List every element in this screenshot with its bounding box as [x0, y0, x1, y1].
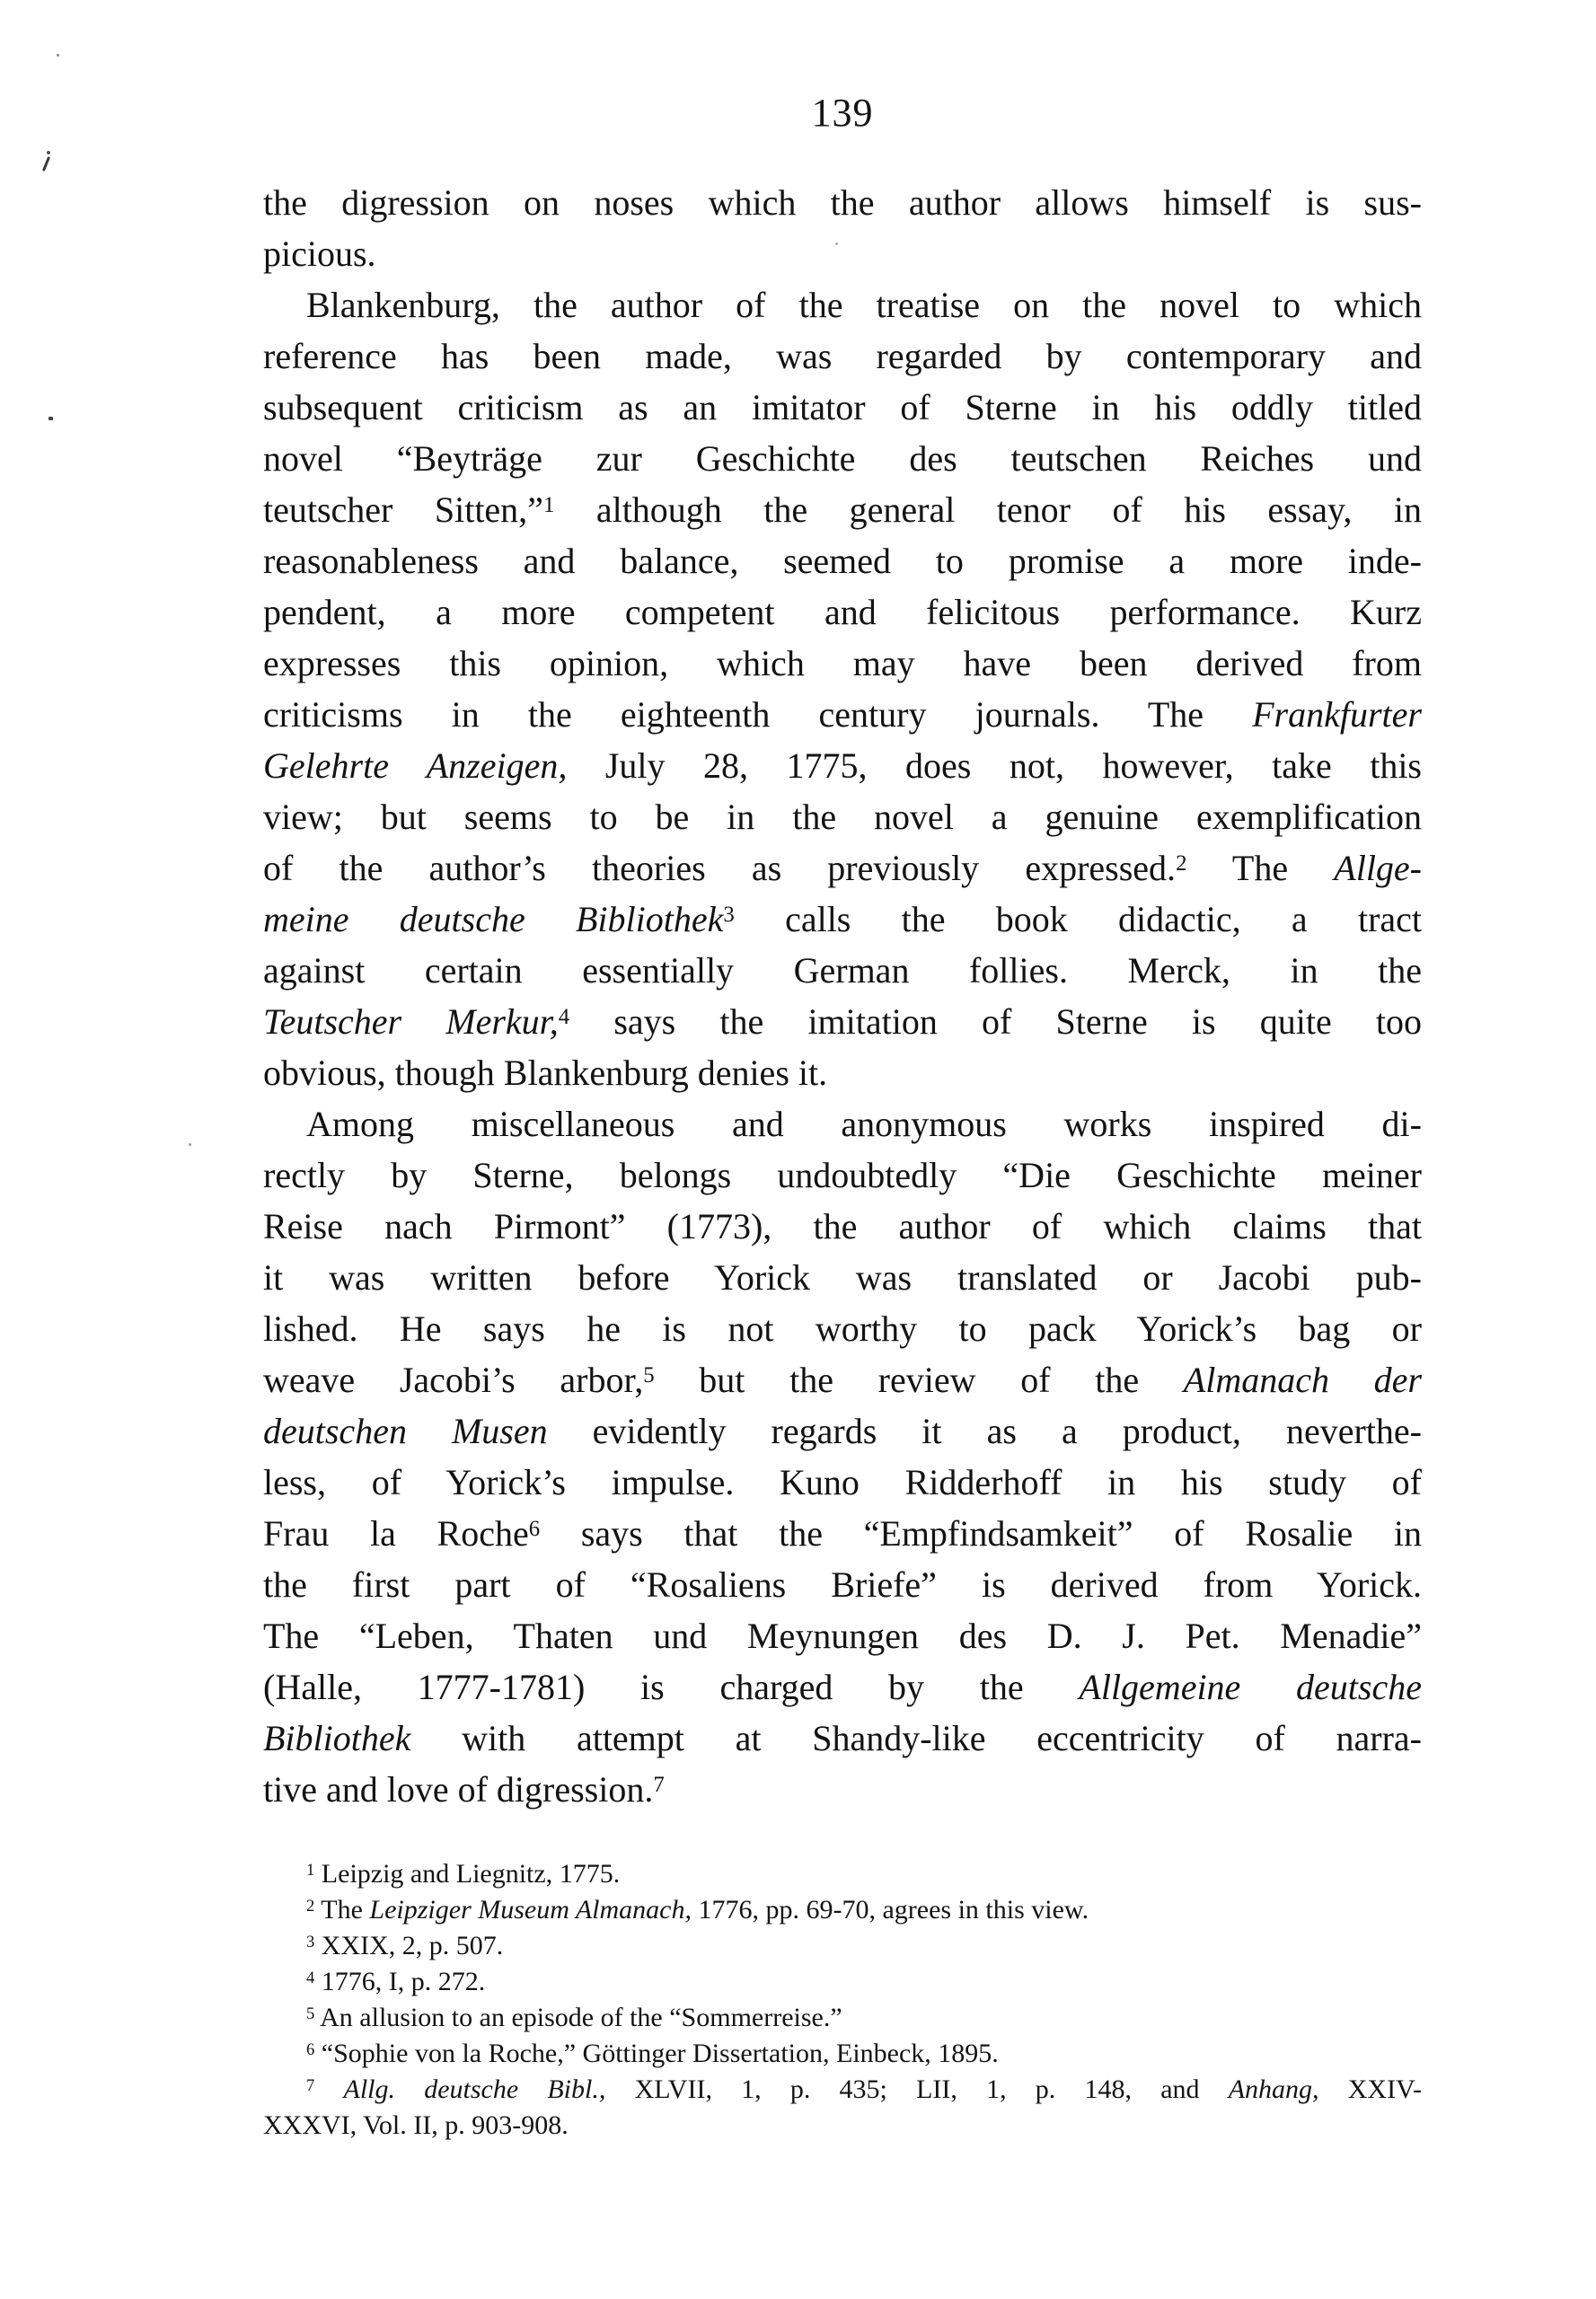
- italic-text-run: Allg. deutsche Bibl.,: [343, 2074, 606, 2104]
- text-line: [263, 586, 1422, 638]
- text-line: [263, 2000, 1422, 2036]
- text-line: [263, 1713, 1422, 1764]
- text-run: with attempt at Shandy-like eccentricity of narra-: [410, 1718, 1422, 1758]
- italic-text-run: meine deutsche Bibliothek: [263, 899, 724, 939]
- italic-text-run: Bibliothek: [263, 1718, 411, 1758]
- text-line: [263, 1303, 1422, 1354]
- text-run: of the author’s theories as previously expressed.: [263, 848, 1177, 888]
- text-line: [263, 1928, 1422, 1964]
- footnotes: [263, 1856, 1422, 2144]
- text-run: “Sophie von la Roche,” Göttinger Dissertation, Einbeck, 1895.: [314, 2039, 999, 2068]
- text-line: [263, 2072, 1422, 2108]
- text-run: Blankenburg, the author of the treatise on the novel to which: [306, 285, 1422, 325]
- footnote-marker: 1: [306, 1860, 315, 1880]
- text-line: [263, 279, 1422, 330]
- text-run: says that the “Empfindsamkeit” of Rosalie in: [540, 1513, 1422, 1554]
- text-run: tive and love of digression.: [263, 1769, 654, 1810]
- text-line: [263, 535, 1422, 586]
- text-run: Among miscellaneous and anonymous works inspired di-: [306, 1104, 1422, 1144]
- text-run: view; but seems to be in the novel a genuine exemplification: [263, 797, 1422, 837]
- text-line: [263, 1201, 1422, 1252]
- text-line: [263, 1457, 1422, 1508]
- text-run: The: [1186, 848, 1335, 888]
- scan-speck: [189, 1143, 191, 1146]
- footnote-marker: 6: [528, 1516, 541, 1541]
- text-line: [263, 1964, 1422, 2000]
- text-line: [263, 945, 1422, 996]
- italic-text-run: Teutscher Merkur,: [263, 1001, 559, 1042]
- text-line: [263, 433, 1422, 484]
- text-line: [263, 2108, 1422, 2144]
- text-run: obvious, though Blankenburg denies it.: [263, 1053, 828, 1093]
- text-line: [263, 1405, 1422, 1457]
- footnote-marker: 2: [1176, 850, 1187, 876]
- text-run: reference has been made, was regarded by contemporary and: [263, 336, 1422, 376]
- text-run: XXIX, 2, p. 507.: [314, 1931, 504, 1960]
- footnote-marker: 7: [306, 2075, 315, 2095]
- text-line: [263, 996, 1422, 1047]
- text-line: [263, 638, 1422, 689]
- text-run: evidently regards it as a product, neverthe-: [547, 1411, 1422, 1451]
- text-run: XXIV-: [1318, 2074, 1422, 2104]
- text-run: although the general tenor of his essay, in: [554, 489, 1423, 530]
- text-run: the digression on noses which the author allows himself is sus-: [263, 182, 1422, 223]
- scan-speck: [835, 242, 838, 245]
- text-run: July 28, 1775, does not, however, take this: [567, 745, 1422, 786]
- text-run: [314, 2074, 343, 2104]
- text-line: [263, 1892, 1422, 1928]
- text-run: (Halle, 1777-1781) is charged by the: [263, 1667, 1080, 1707]
- text-line: [263, 177, 1422, 228]
- text-line: [263, 1559, 1422, 1610]
- text-run: lished. He says he is not worthy to pack Yorick’s bag or: [263, 1308, 1422, 1349]
- footnote-marker: 3: [306, 1932, 315, 1951]
- text-line: [263, 791, 1422, 842]
- text-run: the first part of “Rosaliens Briefe” is derived from Yorick.: [263, 1564, 1422, 1605]
- italic-text-run: deutschen Musen: [263, 1411, 548, 1451]
- page-number: 139: [811, 91, 874, 135]
- text-line: [263, 228, 1422, 279]
- text-run: pendent, a more competent and felicitous performance. Kurz: [263, 592, 1422, 632]
- scan-speck: [48, 417, 53, 420]
- text-run: XXXVI, Vol. II, p. 903-908.: [263, 2110, 569, 2140]
- text-line: [263, 1610, 1422, 1661]
- text-line: [263, 1047, 1422, 1098]
- text-run: criticisms in the eighteenth century journals. The: [263, 694, 1253, 735]
- text-line: [263, 382, 1422, 433]
- text-line: [263, 689, 1422, 740]
- scan-speck: [42, 156, 50, 172]
- text-run: it was written before Yorick was translated or Jacobi pub-: [263, 1257, 1422, 1298]
- scan-speck: [47, 151, 50, 154]
- footnote-marker: 4: [558, 1004, 570, 1029]
- text-line: [263, 894, 1422, 945]
- scan-speck: [57, 54, 59, 57]
- text-line: [263, 1508, 1422, 1559]
- footnote-marker: 6: [306, 2039, 315, 2059]
- text-line: [263, 484, 1422, 535]
- text-run: Frau la Roche: [263, 1513, 529, 1554]
- footnote-marker: 7: [653, 1772, 665, 1797]
- footnote-marker: 2: [306, 1896, 315, 1916]
- italic-text-run: Frankfurter: [1252, 694, 1422, 735]
- text-run: picious.: [263, 233, 376, 274]
- text-line: [263, 330, 1422, 382]
- text-line: [263, 1252, 1422, 1303]
- text-run: calls the book didactic, a tract: [734, 899, 1423, 939]
- italic-text-run: Gelehrte Anzeigen,: [263, 745, 568, 786]
- text-run: 1776, I, p. 272.: [314, 1967, 486, 1996]
- text-run: novel “Beyträge zur Geschichte des teutschen Reiches und: [263, 438, 1422, 479]
- text-run: An allusion to an episode of the “Sommerreise.”: [314, 2003, 842, 2032]
- italic-text-run: Allge-: [1334, 848, 1422, 888]
- text-line: [263, 1150, 1422, 1201]
- text-run: 1776, pp. 69-70, agrees in this view.: [692, 1895, 1089, 1925]
- text-line: [263, 842, 1422, 894]
- text-run: but the review of the: [654, 1360, 1184, 1400]
- footnote-marker: 1: [542, 492, 555, 517]
- text-run: The “Leben, Thaten und Meynungen des D. J. Pet. Menadie”: [263, 1616, 1422, 1656]
- body-text: [263, 177, 1422, 1815]
- text-run: subsequent criticism as an imitator of Sterne in his oddly titled: [263, 387, 1422, 427]
- text-run: Reise nach Pirmont” (1773), the author of which claims that: [263, 1206, 1422, 1246]
- text-line: [263, 1856, 1422, 1892]
- text-line: [263, 2036, 1422, 2072]
- text-run: reasonableness and balance, seemed to promise a more inde-: [263, 541, 1422, 581]
- text-run: Leipzig and Liegnitz, 1775.: [314, 1859, 621, 1889]
- italic-text-run: Almanach der: [1183, 1360, 1423, 1400]
- text-run: weave Jacobi’s arbor,: [263, 1360, 644, 1400]
- text-run: The: [314, 1895, 370, 1925]
- footnote-marker: 5: [306, 2004, 315, 2023]
- text-run: says the imitation of Sterne is quite too: [569, 1001, 1423, 1042]
- italic-text-run: Allgemeine deutsche: [1079, 1667, 1422, 1707]
- footnote-marker: 4: [306, 1968, 315, 1987]
- italic-text-run: Anhang,: [1228, 2074, 1319, 2104]
- footnote-marker: 5: [643, 1362, 655, 1387]
- text-run: rectly by Sterne, belongs undoubtedly “Die Geschichte meiner: [263, 1155, 1422, 1195]
- text-run: teutscher Sitten,”: [263, 489, 543, 530]
- text-run: XLVII, 1, p. 435; LII, 1, p. 148, and: [605, 2074, 1229, 2104]
- text-run: expresses this opinion, which may have been derived from: [263, 643, 1422, 683]
- text-line: [263, 1764, 1422, 1815]
- text-line: [263, 1354, 1422, 1405]
- text-line: [263, 740, 1422, 791]
- footnote-marker: 3: [723, 902, 735, 927]
- italic-text-run: Leipziger Museum Almanach,: [369, 1895, 692, 1925]
- text-line: [263, 1098, 1422, 1150]
- text-run: less, of Yorick’s impulse. Kuno Ridderhoff in his study of: [263, 1462, 1422, 1502]
- text-line: [263, 1661, 1422, 1713]
- text-run: against certain essentially German follies. Merck, in the: [263, 950, 1422, 991]
